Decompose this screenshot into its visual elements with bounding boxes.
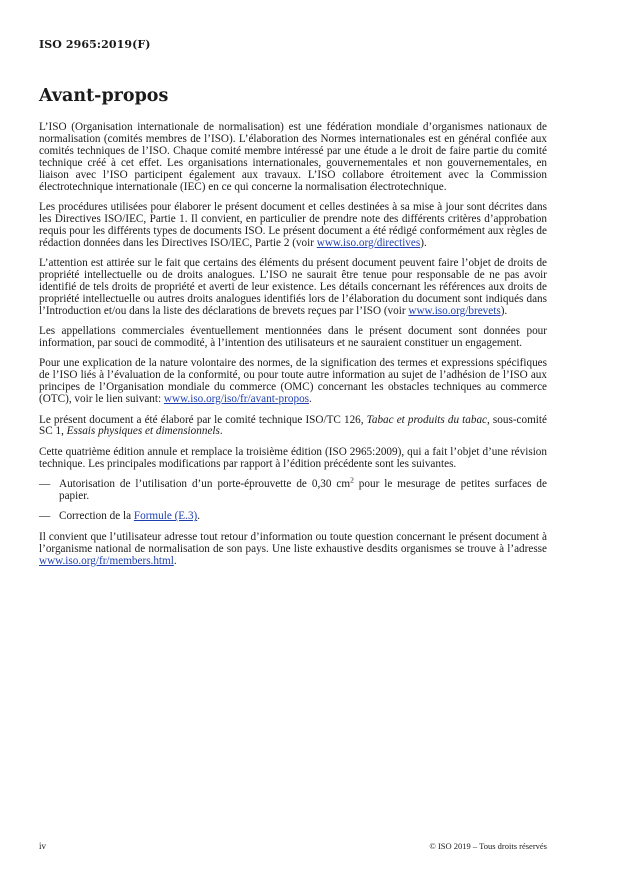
list-item-formula [39, 511, 547, 523]
committee-title: Tabac et produits du tabac [366, 413, 488, 426]
bullet-dash: — [39, 478, 51, 491]
paragraph-iso-intro: L’ISO (Organisation internationale de normalisation) est une fédération mondiale d’organismes nationaux de normalisation (comités membres de l’ISO). L’élaboration des Normes internationales est en général confiée aux comités techniques de l’ISO. Chaque comité membre intéressé par une étude a le droit de faire partie du comité technique créé à cet effet. Les organisations internationales, gouvernementales et non gouvernementales, en liaison avec l’ISO participent également aux travaux. L’ISO collabore étroitement avec la Commission électrotechnique internationale (IEC) en ce qui concerne la normalisation électrotechnique. [39, 121, 547, 193]
paragraph-patents: L’attention est attirée sur le fait que certains des éléments du présent document peuvent faire l’objet de droits de propriété intellectuelle ou de droits analogues. L’ISO ne saurait être tenue pour responsable de ne pas avoir identifié de tels droits de propriété et averti de leur existence. Les détails concernant les références aux droits de propriété intellectuelle ou autres droits analogues identifiés lors de l’élaboration du document sont indiqués dans l’Introduction et/ou dans la liste des déclarations de brevets reçues par l’ISO (voir www.iso.org/brevets). [39, 257, 547, 317]
page-number: iv [39, 841, 47, 851]
paragraph-edition: Cette quatrième édition annule et remplace la troisième édition (ISO 2965:2009), qui a fait l’objet d’une révision technique. Les principales modifications par rapport à l’édition précédente sont les suivantes. [39, 445, 547, 470]
subcommittee-title: Essais physiques et dimensionnels [66, 425, 220, 438]
bullet-dash: — [39, 510, 51, 523]
list-item-holder [39, 475, 547, 503]
paragraph-feedback: Il convient que l’utilisateur adresse tout retour d’information ou toute question concernant le présent document à l’organisme national de normalisation de son pays. Une liste exhaustive desdits organismes se trouve à l’adresse www.iso.org/fr/members.html. [39, 530, 547, 567]
paragraph-trade-names: Les appellations commerciales éventuellement mentionnées dans le présent document sont données pour information, par souci de commodité, à l’intention des utilisateurs et ne sauraient constituer un engagement. [39, 325, 547, 349]
foreword-body [39, 122, 547, 576]
paragraph-procedures: Les procédures utilisées pour élaborer le présent document et celles destinées à sa mise à jour sont décrites dans les Directives ISO/IEC, Partie 1. Il convient, en particulier de prendre note des différents critères d’approbation requis pour les différents types de documents ISO. Le présent document a été rédigé conformément aux règles de rédaction données dans les Directives ISO/IEC, Partie 2 (voir www.iso.org/directives). [39, 200, 547, 249]
formula-link[interactable]: Formule (E.3) [133, 510, 198, 523]
foreword-link[interactable]: www.iso.org/iso/fr/avant-propos [163, 393, 310, 406]
bullet-text: Autorisation de l’utilisation d’un porte-éprouvette de 0,30 $cm^2$ pour le mesurage de petites surfaces de papier. [59, 475, 547, 503]
section-title: Avant-propos [39, 86, 169, 106]
paragraph-committee: Le présent document a été élaboré par le comité technique ISO/TC 126, Tabac et produits du tabac, sous-comité SC 1, Essais physiques et dimensionnels. [39, 413, 547, 438]
document-id: ISO 2965:2019(F) [39, 38, 151, 51]
paragraph-voluntary-nature: Pour une explication de la nature volontaire des normes, de la signification des termes et expressions spécifiques de l’ISO liés à l’évaluation de la conformité, ou pour toute autre information au sujet de l’adhésion de l’ISO aux principes de l’Organisation mondiale du commerce (OMC) concernant les obstacles techniques au commerce (OTC), voir le lien suivant: www.iso.org/iso/fr/avant-propos. [39, 357, 547, 406]
directives-link[interactable]: www.iso.org/directives [316, 236, 421, 249]
members-link[interactable]: www.iso.org/fr/members.html [39, 554, 174, 567]
patents-link[interactable]: www.iso.org/brevets [408, 304, 501, 317]
copyright-notice: © ISO 2019 – Tous droits réservés [429, 841, 547, 851]
bullet-text: Correction de la Formule (E.3). [59, 510, 201, 523]
